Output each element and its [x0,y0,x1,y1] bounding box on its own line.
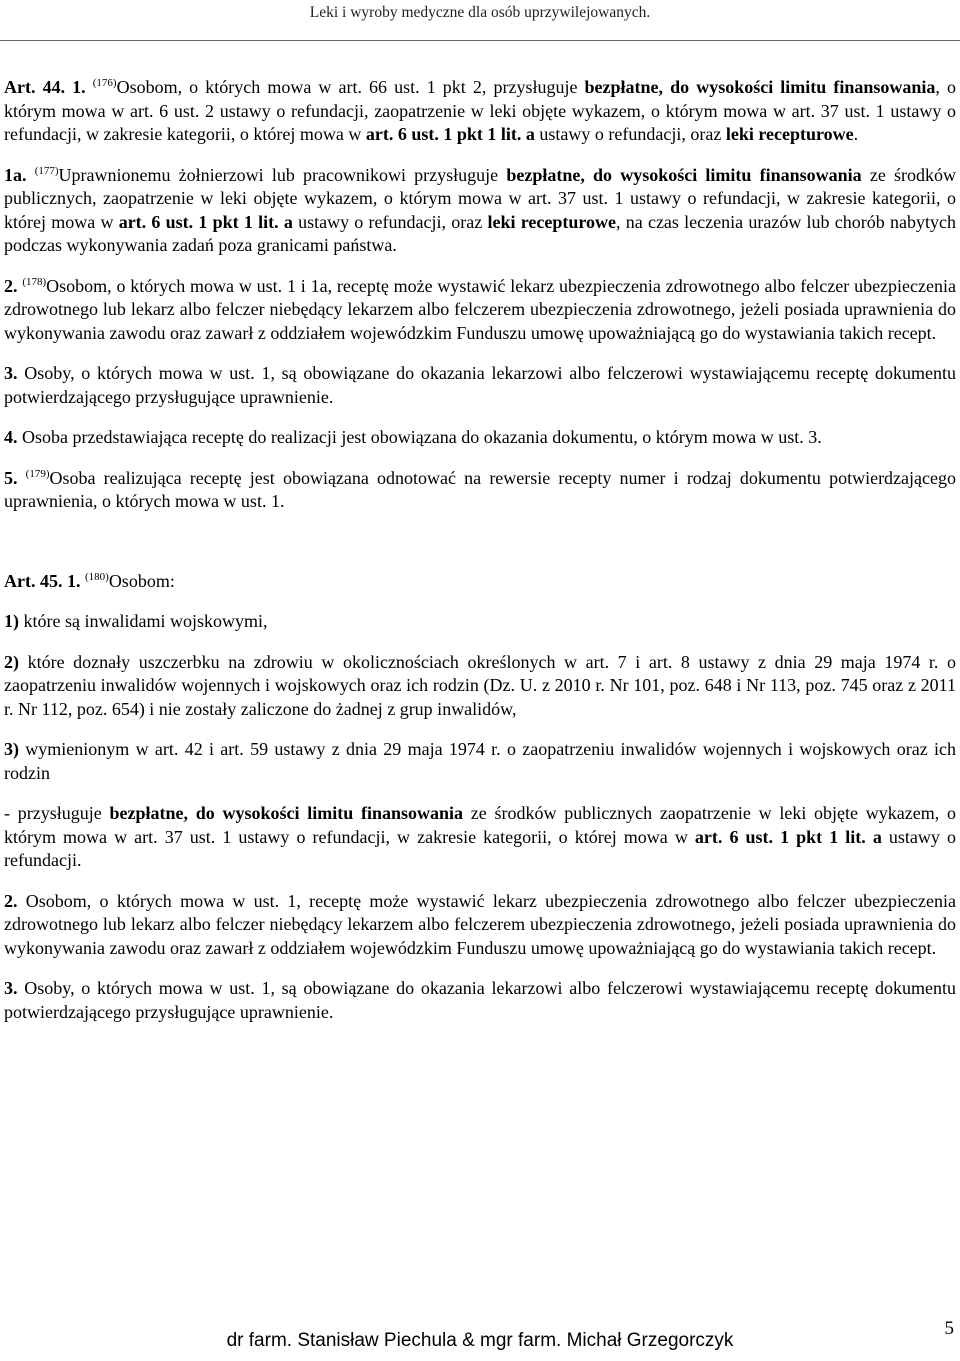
article-number: Art. 45. 1. [4,570,81,591]
paragraph-number: 3. [4,978,18,998]
art44-par3: 3. Osoby, o których mowa w ust. 1, są obowiązane do okazania lekarzowi albo felczerowi wystawiającemu receptę dokumentu potwierdzającego przysługujące uprawnienie. [4,363,956,407]
art45-item3: 3) wymienionym w art. 42 i art. 59 ustawy z dnia 29 maja 1974 r. o zaopatrzeniu inwalidów wojennych i wojskowych oraz ich rodzin [4,739,956,783]
paragraph-number: 2. [4,890,18,911]
document-body [4,76,956,1041]
art45-dash: - przysługuje bezpłatne, do wysokości limitu finansowania ze środków publicznych zaopatrzenie w leki objęte wykazem, o którym mowa w art. 37 ust. 1 ustawy o refundacji, w zakresie kategorii, o której mowa w art. 6 ust. 1 pkt 1 lit. a ustawy o refundacji. [4,803,956,870]
art45-par2: 2. Osobom, o których mowa w ust. 1, receptę może wystawić lekarz ubezpieczenia zdrowotnego albo felczer ubezpieczenia zdrowotnego lub lekarz albo felczer niebędący lekarzem albo felczerem ubezpieczenia zdrowotnego, jeżeli posiada uprawnienia do wykonywania zawodu oraz zawarł z oddziałem wojewódzkim Funduszu umowę upoważniającą go do wystawiania takich recept. [4,890,956,958]
paragraph-number: 2. [4,275,18,296]
article-number: Art. 44. 1. [4,77,86,97]
art45-item1: 1) które są inwalidami wojskowymi, [4,611,268,631]
art45-par3: 3. Osoby, o których mowa w ust. 1, są obowiązane do okazania lekarzowi albo felczerowi wystawiającemu receptę dokumentu potwierdzającego przysługujące uprawnienie. [4,978,956,1022]
page-footer: dr farm. Stanisław Piechula & mgr farm. Michał Grzegorczyk [226,1330,734,1351]
paragraph-number: 3. [4,363,18,383]
art44-par2: 2. $^{(178)}$Osobom, o których mowa w ust. 1 i 1a, receptę może wystawić lekarz ubezpieczenia zdrowotnego albo felczer ubezpieczenia zdrowotnego lub lekarz albo felczer niebędący lekarzem albo felczerem ubezpieczenia zdrowotnego, jeżeli posiada uprawnienia do wykonywania zawodu oraz zawarł z oddziałem wojewódzkim Funduszu umowę upoważniającą go do wystawiania takich recept. [4,275,956,343]
paragraph-number: 5. [4,467,18,488]
item-number: 2) [4,651,19,672]
art45-item2: 2) które doznały uszczerbku na zdrowiu w okolicznościach określonych w art. 7 i art. 8 ustawy z dnia 29 maja 1974 r. o zaopatrzeniu inwalidów wojennych i wojskowych oraz ich rodzin (Dz. U. z 2010 r. Nr 101, poz. 648 i Nr 113, poz. 745 oraz z 2011 r. Nr 112, poz. 654) i nie zostały zaliczone do żadnej z grup inwalidów, [4,651,956,719]
footnote-ref: (177) [34,164,59,177]
item-number: 1) [4,611,19,631]
footnote-ref: (180) [84,570,109,583]
footnote-ref: (178) [22,275,47,288]
page-number: 5 [944,1318,954,1339]
item-number: 3) [4,739,19,759]
paragraph-number: 4. [4,427,18,447]
art45-par1: Art. 45. 1. $^{(180)}$Osobom: [4,570,175,591]
footnote-ref: (179) [25,467,50,480]
footnote-ref: (176) [92,77,117,89]
paragraph-number: 1a. [4,164,27,185]
art44-par5: 5. $^{(179)}$Osoba realizująca receptę jest obowiązana odnotować na rewersie recepty numer i rodzaj dokumentu potwierdzającego uprawnienia, o których mowa w ust. 1. [4,467,957,511]
art44-par4: 4. Osoba przedstawiająca receptę do realizacji jest obowiązana do okazania dokumentu, o którym mowa w ust. 3. [4,427,822,447]
art44-par1: Art. 44. 1. $^{(176)}$Osobom, o których mowa w art. 66 ust. 1 pkt 2, przysługuje bezpłatne, do wysokości limitu finansowania, o którym mowa w art. 6 ust. 2 ustawy o refundacji, zaopatrzenie w leki objęte wykazem, o którym mowa w art. 37 ust. 1 ustawy o refundacji, w zakresie kategorii, o której mowa w art. 6 ust. 1 pkt 1 lit. a ustawy o refundacji, oraz leki recepturowe. [4,77,957,144]
art44-par1a: 1a. $^{(177)}$Uprawnionemu żołnierzowi lub pracownikowi przysługuje bezpłatne, do wysokości limitu finansowania ze środków publicznych, zaopatrzenie w leki objęte wykazem, o którym mowa w art. 37 ust. 1 ustawy o refundacji, w zakresie kategorii, o której mowa w art. 6 ust. 1 pkt 1 lit. a ustawy o refundacji, oraz leki recepturowe, na czas leczenia urazów lub chorób nabytych podczas wykonywania zadań poza granicami państwa. [4,164,956,255]
header-divider [0,40,960,41]
page-header: Leki i wyroby medyczne dla osób uprzywilejowanych. [309,4,651,21]
